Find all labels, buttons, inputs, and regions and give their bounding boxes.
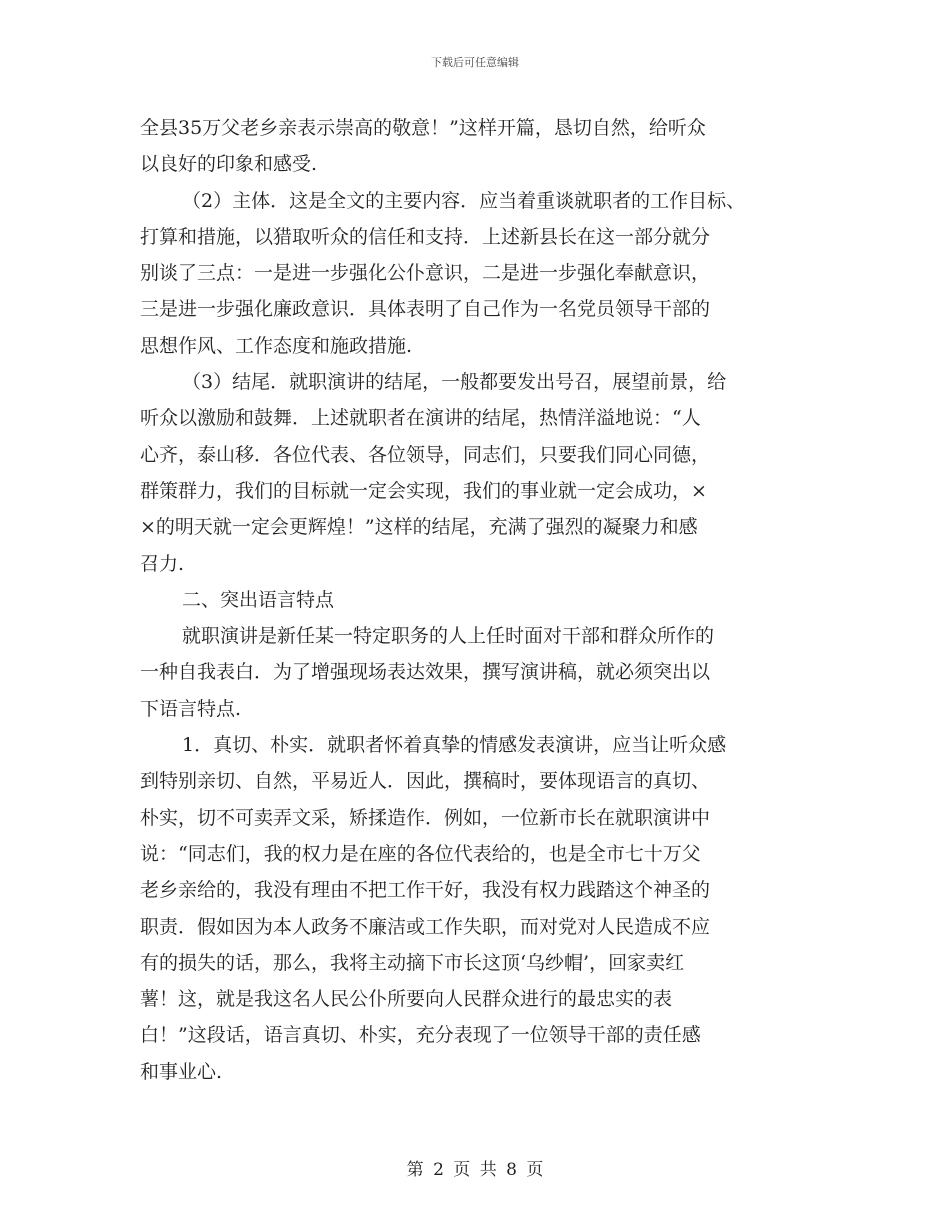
body-line: 有的损失的话，那么，我将主动摘下市长这顶‘乌纱帽’，回家卖红 [140,951,685,974]
body-line: 听众以激励和鼓舞．上述就职者在演讲的结尾，热情洋溢地说：“人 [140,407,701,430]
body-line: （3）结尾．就职演讲的结尾，一般都要发出号召，展望前景，给 [182,371,727,394]
body-line: 三是进一步强化廉政意识．具体表明了自己作为一名党员领导干部的 [140,298,711,321]
document-body [140,110,830,1090]
body-line: ×的明天就一定会更辉煌！”这样的结尾，充满了强烈的凝聚力和感 [140,516,698,539]
body-line: 召力. [140,552,185,575]
body-line: 就职演讲是新任某一特定职务的人上任时面对干部和群众所作的 [182,625,715,648]
body-line: 全县35万父老乡亲表示崇高的敬意！”这样开篇，恳切自然，给听众 [140,117,706,139]
body-line: 职责．假如因为本人政务不廉洁或工作失职，而对党对人民造成不应 [140,915,711,938]
body-line: 朴实，切不可卖弄文采，矫揉造作．例如，一位新市长在就职演讲中 [140,806,711,829]
body-line: 说：“同志们，我的权力是在座的各位代表给的，也是全市七十万父 [140,842,701,865]
section-heading: 二、突出语言特点 [182,588,335,611]
body-line: 思想作风、工作态度和施政措施. [140,334,413,357]
body-line: 别谈了三点：一是进一步强化公仆意识，二是进一步强化奉献意识， [140,262,711,285]
body-line: 白！”这段话，语言真切、朴实，充分表现了一位领导干部的责任感 [140,1024,701,1047]
page-header-note: 下载后可任意编辑 [431,56,519,69]
body-line: 群策群力，我们的目标就一定会实现，我们的事业就一定会成功，× [140,479,707,502]
body-line: 下语言特点. [140,697,242,720]
body-line: 以良好的印象和感受. [140,153,318,176]
body-line: 薯！这，就是我这名人民公仆所要向人民群众进行的最忠实的表 [140,988,673,1011]
body-line: 到特别亲切、自然，平易近人．因此，撰稿时，要体现语言的真切、 [140,770,711,793]
body-line: 1．真切、朴实．就职者怀着真挚的情感发表演讲，应当让听众感 [182,734,727,757]
body-line: 打算和措施，以猎取听众的信任和支持．上述新县长在这一部分就分 [140,225,711,248]
body-line: 一种自我表白．为了增强现场表达效果，撰写演讲稿，就必须突出以 [140,661,711,684]
page-number: 第 2 页 共 8 页 [406,1160,544,1180]
body-line: （2）主体．这是全文的主要内容．应当着重谈就职者的工作目标、 [182,189,746,212]
body-line: 老乡亲给的，我没有理由不把工作干好，我没有权力践踏这个神圣的 [140,879,711,902]
body-line: 和事业心. [140,1060,223,1083]
body-line: 心齐，泰山移．各位代表、各位领导，同志们，只要我们同心同德， [140,443,711,466]
